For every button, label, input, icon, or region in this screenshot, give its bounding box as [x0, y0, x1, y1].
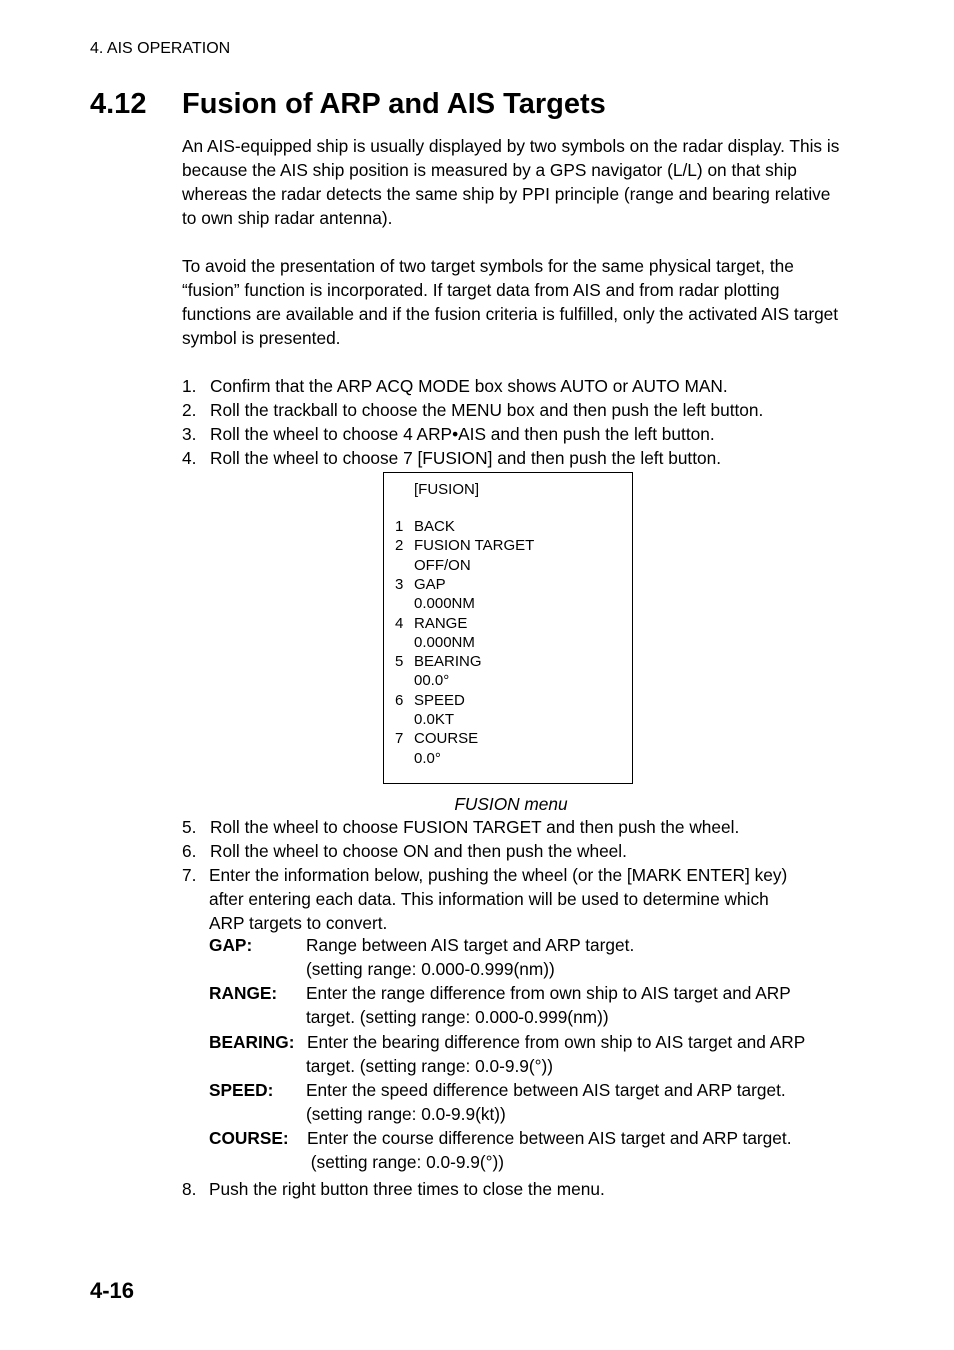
step-text: Roll the trackball to choose the MENU box and then push the left button. — [210, 400, 764, 420]
menu-item-number: 6 — [395, 691, 404, 709]
menu-item-text: FUSION TARGET — [414, 537, 535, 555]
step-number: 3. — [182, 424, 197, 444]
section-number: 4.12 — [90, 88, 147, 120]
step-text: Confirm that the ARP ACQ MODE box shows AUTO or AUTO MAN. — [210, 376, 728, 396]
page-number: 4-16 — [90, 1278, 135, 1303]
step-text: Roll the wheel to choose FUSION TARGET and then push the wheel. — [210, 817, 740, 837]
menu-item-text: COURSE — [414, 730, 479, 748]
step-text: Roll the wheel to choose 7 [FUSION] and then push the left button. — [210, 448, 722, 468]
step-number: 8. — [182, 1179, 197, 1199]
menu-item-text: 0.0° — [414, 749, 441, 767]
definition-text: target. (setting range: 0.000-0.999(nm)) — [306, 1007, 609, 1027]
step-number: 4. — [182, 448, 197, 468]
menu-item-number: 2 — [395, 537, 404, 555]
definition-term-bearing: BEARING: — [209, 1032, 295, 1052]
step-text: Push the right button three times to close the menu. — [209, 1179, 605, 1199]
menu-item-number: 1 — [395, 518, 404, 535]
menu-item-text: SPEED — [414, 691, 465, 709]
menu-item-text: 0.000NM — [414, 595, 475, 613]
menu-item-text: GAP — [414, 575, 446, 593]
figure-caption: FUSION menu — [454, 794, 568, 814]
fusion-menu-box — [383, 472, 633, 784]
menu-item-text: OFF/ON — [414, 556, 471, 574]
menu-item-number: 7 — [395, 730, 404, 748]
menu-item-text: 00.0° — [414, 672, 450, 690]
step-text-line: after entering each data. This information will be used to determine which — [209, 889, 769, 909]
intro-paragraph-1: An AIS-equipped ship is usually displayed by two symbols on the radar display. This is because the AIS ship position is measured by a GPS navigator (L/L) on that ship whereas the radar detects the same ship by PPI principle (range and bearing relative to own ship radar antenna). — [182, 136, 840, 228]
step-number: 2. — [182, 400, 197, 420]
running-header: 4. AIS OPERATION — [90, 40, 231, 57]
menu-item-number: 3 — [395, 575, 404, 593]
definition-text: Enter the bearing difference from own ship to AIS target and ARP — [307, 1032, 806, 1052]
definition-text: Enter the range difference from own ship to AIS target and ARP — [306, 983, 791, 1003]
menu-item-number: 5 — [395, 653, 404, 671]
definition-term-course: COURSE: — [209, 1128, 289, 1148]
menu-item-text: BEARING — [414, 653, 482, 671]
menu-item-text: RANGE — [414, 614, 468, 632]
step-text-line: Enter the information below, pushing the wheel (or the [MARK ENTER] key) — [209, 865, 788, 885]
step-text: Roll the wheel to choose 4 ARP•AIS and then push the left button. — [210, 424, 715, 444]
step-number: 5. — [182, 817, 197, 837]
section-title — [90, 88, 606, 121]
step-number: 6. — [182, 841, 197, 861]
definition-term-speed: SPEED: — [209, 1080, 274, 1100]
definition-text: Enter the course difference between AIS target and ARP target. — [307, 1128, 792, 1148]
section-title-text: Fusion of ARP and AIS Targets — [182, 88, 606, 120]
menu-item-text: 0.0KT — [414, 711, 455, 728]
definition-text: target. (setting range: 0.0-9.9(°)) — [306, 1056, 554, 1076]
menu-item-number: 4 — [395, 614, 404, 632]
definition-term-range: RANGE: — [209, 983, 278, 1003]
definition-text: (setting range: 0.0-9.9(°)) — [306, 1152, 505, 1172]
definition-text: (setting range: 0.000-0.999(nm)) — [306, 959, 555, 979]
step-text-line: ARP targets to convert. — [209, 913, 388, 933]
step-text: Roll the wheel to choose ON and then push the wheel. — [210, 841, 627, 861]
definition-text: (setting range: 0.0-9.9(kt)) — [306, 1104, 506, 1124]
definition-text: Range between AIS target and ARP target. — [306, 935, 635, 955]
menu-item-text: 0.000NM — [414, 633, 475, 651]
definition-term-gap: GAP: — [209, 935, 253, 955]
menu-title-text: [FUSION] — [414, 481, 480, 498]
step-number: 1. — [182, 376, 197, 396]
step-number: 7. — [182, 865, 197, 885]
intro-paragraph-2: To avoid the presentation of two target symbols for the same physical target, the “fusion” function is incorporated. If target data from AIS and from radar plotting functions are available and if the fusion criteria is fulfilled, only the activated AIS target symbol is presented. — [182, 256, 839, 348]
menu-item-text: BACK — [414, 518, 455, 535]
definition-text: Enter the speed difference between AIS target and ARP target. — [306, 1080, 786, 1100]
